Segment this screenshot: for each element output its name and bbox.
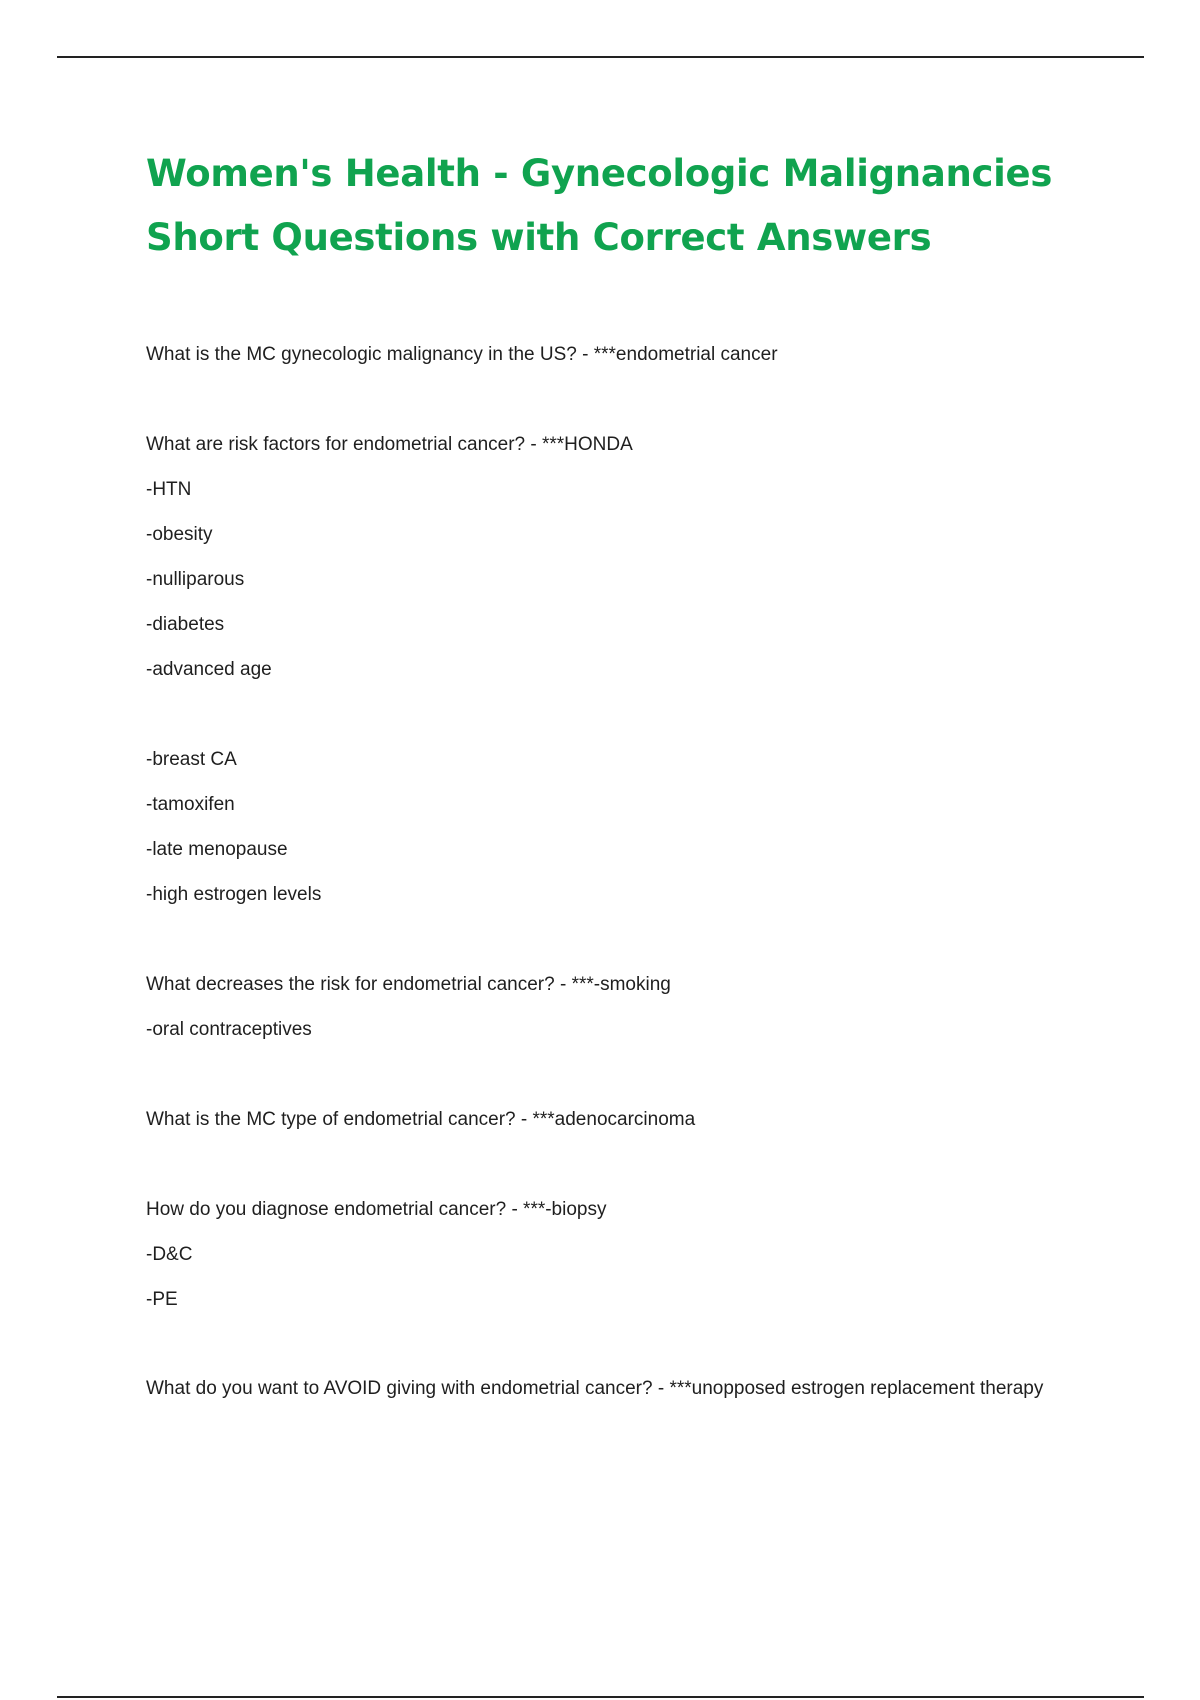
qa-item [146, 1097, 1076, 1142]
answer-line: -PE [146, 1289, 178, 1310]
answer-line: -advanced age [146, 659, 272, 680]
answer-line: -oral contraceptives [146, 1019, 312, 1040]
question-text: What is the MC gynecologic malignancy in the US? - ***endometrial cancer [146, 344, 778, 365]
question-text: What decreases the risk for endometrial cancer? - ***-smoking [146, 974, 671, 995]
answer-line: -obesity [146, 524, 213, 545]
question-text: What do you want to AVOID giving with endometrial cancer? - ***unopposed estrogen replacement therapy [146, 1378, 1044, 1399]
qa-list [146, 332, 1076, 1449]
footer-rule [57, 1696, 1144, 1698]
qa-item [146, 1367, 1076, 1404]
title-line-2: Short Questions with Correct Answers [146, 216, 932, 259]
qa-item [146, 332, 1076, 377]
document-title [146, 142, 1076, 270]
header-rule [57, 56, 1144, 58]
answer-line: -tamoxifen [146, 794, 235, 815]
title-line-1: Women's Health - Gynecologic Malignancies [146, 152, 1053, 195]
answer-line: -HTN [146, 479, 192, 500]
question-text: What is the MC type of endometrial cancer? - ***adenocarcinoma [146, 1109, 696, 1130]
answer-line: -nulliparous [146, 569, 245, 590]
answer-line: -late menopause [146, 839, 288, 860]
question-text: What are risk factors for endometrial cancer? - ***HONDA [146, 434, 633, 455]
answer-line: -diabetes [146, 614, 225, 635]
answer-line: -high estrogen levels [146, 884, 322, 905]
qa-item [146, 422, 1076, 917]
qa-item [146, 962, 1076, 1052]
blank-line [146, 692, 1076, 737]
qa-item [146, 1187, 1076, 1322]
answer-line: -D&C [146, 1244, 193, 1265]
question-text: How do you diagnose endometrial cancer? - ***-biopsy [146, 1199, 607, 1220]
answer-line: -breast CA [146, 749, 237, 770]
